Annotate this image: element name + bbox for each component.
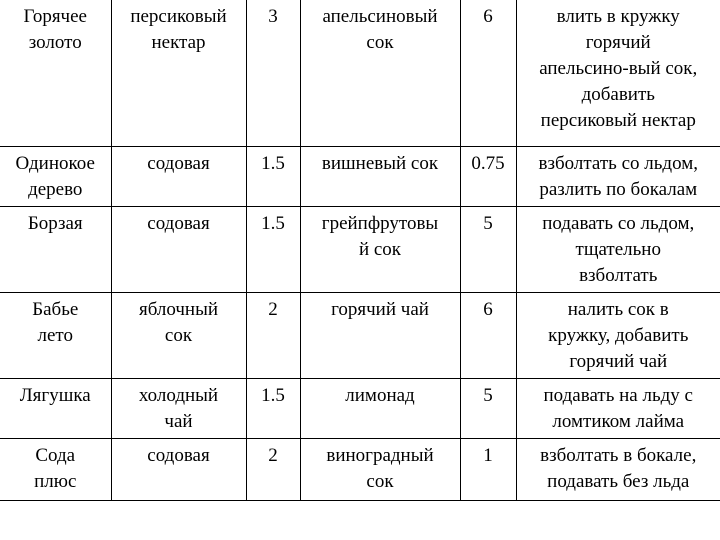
table-row (0, 378, 720, 438)
preparation-method: взболтать в бокале, подавать без льда (516, 438, 720, 500)
base-ingredient: яблочный сок (111, 292, 246, 378)
preparation-method: влить в кружку горячий апельсино-вый сок, добавить персиковый нектар (516, 0, 720, 146)
preparation-method: подавать со льдом, тщательно взболтать (516, 206, 720, 292)
drink-name: Лягушка (0, 378, 111, 438)
mixer-quantity: 6 (460, 292, 516, 378)
drink-name: Бабье лето (0, 292, 111, 378)
base-ingredient: персиковый нектар (111, 0, 246, 146)
table-row (0, 438, 720, 500)
table-row (0, 146, 720, 206)
preparation-method: подавать на льду с ломтиком лайма (516, 378, 720, 438)
drink-name: Борзая (0, 206, 111, 292)
mixer-ingredient: горячий чай (300, 292, 460, 378)
base-ingredient: холодный чай (111, 378, 246, 438)
mixer-quantity: 0.75 (460, 146, 516, 206)
mixer-quantity: 6 (460, 0, 516, 146)
base-ingredient: содовая (111, 146, 246, 206)
mixer-ingredient: вишневый сок (300, 146, 460, 206)
base-quantity: 2 (246, 438, 300, 500)
base-quantity: 1.5 (246, 378, 300, 438)
base-quantity: 1.5 (246, 146, 300, 206)
preparation-method: налить сок в кружку, добавить горячий чай (516, 292, 720, 378)
base-quantity: 1.5 (246, 206, 300, 292)
table-row (0, 0, 720, 146)
mixer-quantity: 5 (460, 206, 516, 292)
table-row (0, 292, 720, 378)
drink-name: Горячее золото (0, 0, 111, 146)
drink-name: Одинокое дерево (0, 146, 111, 206)
base-ingredient: содовая (111, 438, 246, 500)
mixer-ingredient: виноградный сок (300, 438, 460, 500)
base-quantity: 2 (246, 292, 300, 378)
base-quantity: 3 (246, 0, 300, 146)
preparation-method: взболтать со льдом, разлить по бокалам (516, 146, 720, 206)
mixer-quantity: 1 (460, 438, 516, 500)
table-row (0, 206, 720, 292)
mixer-ingredient: грейпфрутовы й сок (300, 206, 460, 292)
mixer-ingredient: апельсиновый сок (300, 0, 460, 146)
mixer-quantity: 5 (460, 378, 516, 438)
drink-name: Сода плюс (0, 438, 111, 500)
base-ingredient: содовая (111, 206, 246, 292)
mixer-ingredient: лимонад (300, 378, 460, 438)
